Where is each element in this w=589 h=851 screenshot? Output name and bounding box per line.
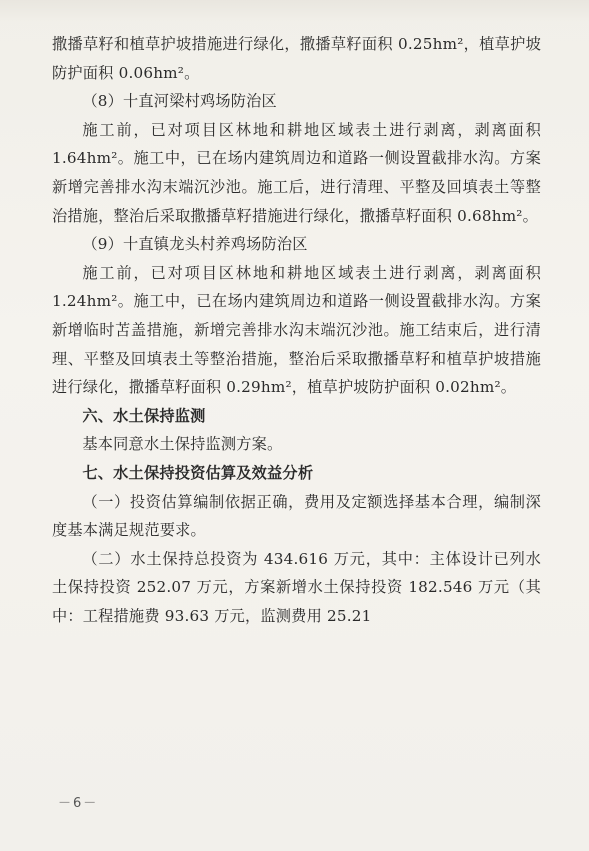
section-heading-7: 七、水土保持投资估算及效益分析 xyxy=(82,463,314,482)
paragraph-8-body: 施工前，已对项目区林地和耕地区域表土进行剥离，剥离面积 1.64hm²。施工中，已在场内建筑周边和道路一侧设置截排水沟。方案新增完善排水沟末端沉沙池。施工后，进行清理、平整及回填表土等整治措施，整治后采取撒播草籽措施进行绿化，撒播草籽面积 0.68hm²。 xyxy=(52,120,541,225)
paragraph-greening-cont: 撒播草籽和植草护坡措施进行绿化，撒播草籽面积 0.25hm²，植草护坡防护面积 0.06hm²。 xyxy=(52,35,541,82)
paragraph-9-body: 施工前，已对项目区林地和耕地区域表土进行剥离，剥离面积 1.24hm²。施工中，已在场内建筑周边和道路一侧设置截排水沟。方案新增临时苫盖措施，新增完善排水沟末端沉沙池。施工结束后，进行清理、平整及回填表土等整治措施，整治后采取撒播草籽和植草护坡措施进行绿化，撒播草籽面积 0.29hm²，植草护坡防护面积 0.02hm²。 xyxy=(52,263,541,397)
section-heading-6: 六、水土保持监测 xyxy=(82,406,206,425)
subheading-8: （8）十直河梁村鸡场防治区 xyxy=(82,92,277,111)
subheading-9: （9）十直镇龙头村养鸡场防治区 xyxy=(82,235,308,254)
page-number: －6－ xyxy=(58,796,99,811)
paragraph-7-2: （二）水土保持总投资为 434.616 万元，其中：主体设计已列水土保持投资 252.07 万元，方案新增水土保持投资 182.546 万元（其中：工程措施费 93.63 万元，监测费用 25.21 xyxy=(52,549,541,625)
paragraph-monitoring: 基本同意水土保持监测方案。 xyxy=(82,435,283,454)
paragraph-7-1: （一）投资估算编制依据正确，费用及定额选择基本合理，编制深度基本满足规范要求。 xyxy=(52,492,541,540)
scan-shadow xyxy=(0,0,589,22)
document-body xyxy=(0,30,589,630)
